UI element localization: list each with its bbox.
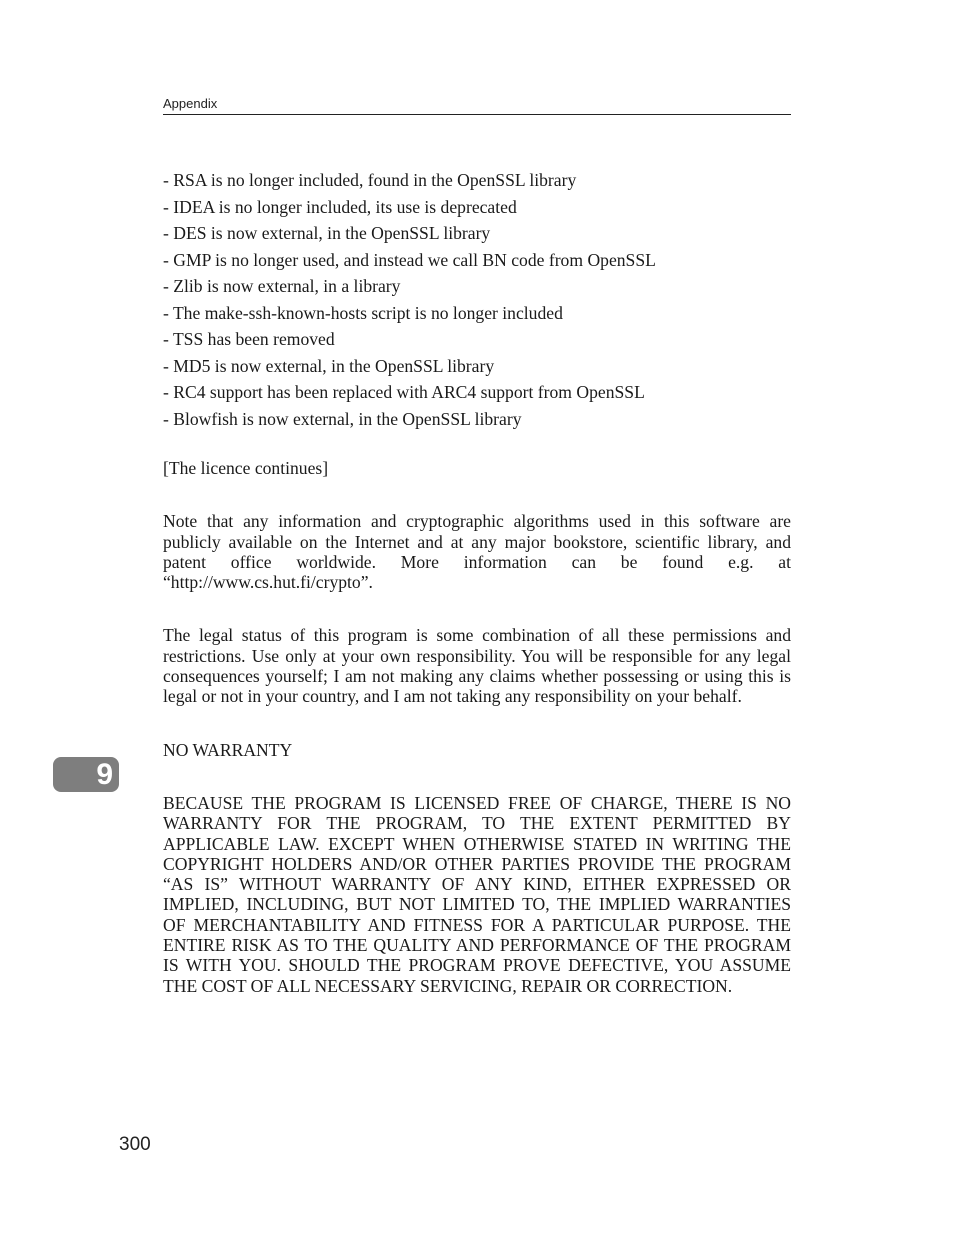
running-header: Appendix (163, 96, 218, 111)
list-item: - MD5 is now external, in the OpenSSL library (163, 355, 495, 376)
crypto-note-paragraph: Note that any information and cryptographic algorithms used in this software are publicly available on the Internet and at any major bookstore, scientific library, and patent office worldwide. More information can be found e.g. at “http://www.cs.hut.fi/crypto”. (163, 511, 791, 593)
page-number: 300 (119, 1134, 151, 1155)
list-item: - Blowfish is now external, in the OpenSSL library (163, 408, 522, 429)
list-item: - IDEA is no longer included, its use is deprecated (163, 196, 517, 217)
list-item: - DES is now external, in the OpenSSL library (163, 223, 491, 243)
chapter-tab: 9 (53, 757, 119, 792)
list-item: - GMP is no longer used, and instead we call BN code from OpenSSL (163, 249, 656, 270)
warranty-paragraph: BECAUSE THE PROGRAM IS LICENSED FREE OF CHARGE, THERE IS NO WARRANTY FOR THE PROGRAM, TO THE EXTENT PERMITTED BY APPLICABLE LAW. EXCEPT WHEN OTHERWISE STATED IN WRITING THE COPYRIGHT HOLDERS AND/OR OTHER PARTIES PROVIDE THE PROGRAM “AS IS” WITHOUT WARRANTY OF ANY KIND, EITHER EXPRESSED OR IMPLIED, INCLUDING, BUT NOT LIMITED TO, THE IMPLIED WARRANTIES OF MERCHANTABILITY AND FITNESS FOR A PARTICULAR PURPOSE. THE ENTIRE RISK AS TO THE QUALITY AND PERFORMANCE OF THE PROGRAM IS WITH YOU. SHOULD THE PROGRAM PROVE DEFECTIVE, YOU ASSUME THE COST OF ALL NECESSARY SERVICING, REPAIR OR CORRECTION. (163, 792, 791, 996)
list-item: - TSS has been removed (163, 329, 335, 349)
list-item: - Zlib is now external, in a library (163, 276, 401, 296)
list-item: - RC4 support has been replaced with ARC4 support from OpenSSL (163, 382, 645, 402)
legal-status-paragraph: The legal status of this program is some combination of all these permissions and restrictions. Use only at your own responsibility. You will be responsible for any legal consequences yourself; I am not making any claims whether possessing or using this is legal or not in your country, and I am not taking any responsibility on your behalf. (163, 625, 791, 707)
header-rule (163, 114, 791, 115)
list-item: - The make-ssh-known-hosts script is no longer included (163, 302, 563, 323)
page-body (163, 167, 791, 996)
change-list (163, 167, 791, 432)
list-item: - RSA is no longer included, found in the OpenSSL library (163, 170, 577, 190)
licence-continues-note: [The licence continues] (163, 458, 329, 478)
no-warranty-heading: NO WARRANTY (163, 739, 293, 760)
